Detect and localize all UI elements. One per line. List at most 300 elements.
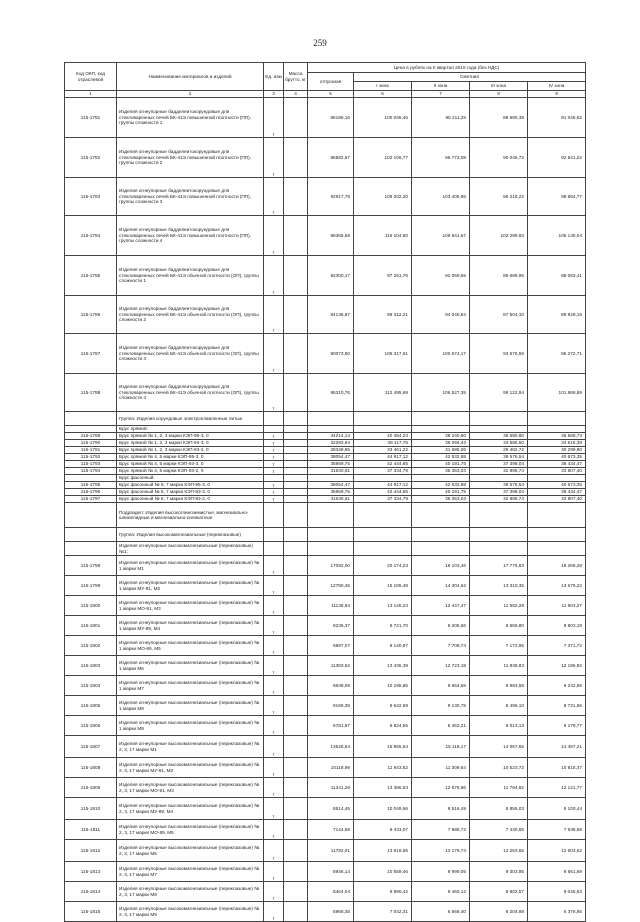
product-name: Брус фасонный:: [117, 475, 264, 482]
price-factory: 35959,75: [308, 461, 354, 468]
price-zone-1: [354, 528, 412, 542]
price-zone-4: 30 299,80: [528, 447, 586, 454]
price-zone-3: 39 576,54: [470, 454, 528, 461]
price-zone-1: 44 917,12: [354, 454, 412, 461]
price-zone-2: 103 405,96: [412, 178, 470, 216]
price-zone-1: 37 334,79: [354, 496, 412, 503]
product-name: Брус прямой № 4, 5 марки КЭП-93-2, 0: [117, 468, 264, 475]
unit-cell: т: [264, 676, 284, 696]
price-zone-4: 9 100,44: [528, 798, 586, 820]
price-zone-4: 92 541,22: [528, 138, 586, 178]
price-zone-2: 40 191,75: [412, 461, 470, 468]
page-number: 259: [313, 38, 327, 48]
table-row: [65, 656, 586, 676]
mass-cell: [284, 440, 308, 447]
price-zone-3: [470, 503, 528, 528]
price-zone-4: 36 568,73: [528, 433, 586, 440]
unit-cell: т: [264, 576, 284, 596]
price-zone-4: 105 135,04: [528, 216, 586, 256]
product-name: Брус прямой № 1, 2, 3 марки КЭП-93-2, 0: [117, 447, 264, 454]
product-code: 115-1795: [65, 482, 117, 489]
price-zone-3: 29 482,72: [470, 447, 528, 454]
unit-cell: т: [264, 454, 284, 461]
price-factory: 90073,90: [308, 334, 354, 374]
table-row: [65, 374, 586, 412]
product-name: Изделия огнеупорные высокомагнезиальные (периклазовые) № 1 марки МУ-91, М2: [117, 576, 264, 596]
table-row: [65, 468, 586, 475]
unit-cell: [264, 503, 284, 528]
price-zone-1: 44 917,12: [354, 482, 412, 489]
price-zone-3: 32 895,74: [470, 496, 528, 503]
table-row: [65, 840, 586, 862]
price-zone-4: [528, 542, 586, 556]
unit-cell: [264, 412, 284, 426]
unit-cell: т: [264, 468, 284, 475]
price-zone-1: [354, 426, 412, 433]
price-zone-2: 106 527,35: [412, 374, 470, 412]
price-factory: 11136,84: [308, 596, 354, 616]
unit-cell: т: [264, 461, 284, 468]
price-zone-4: 88 083,41: [528, 256, 586, 296]
product-name: Изделия огнеупорные высокомагнезиальные (периклазовые) № 1 марки М1: [117, 556, 264, 576]
price-zone-1: 10 049,96: [354, 798, 412, 820]
unit-cell: т: [264, 98, 284, 138]
price-factory: [308, 475, 354, 482]
unit-cell: т: [264, 296, 284, 334]
price-factory: [308, 412, 354, 426]
price-zone-4: 18 268,28: [528, 556, 586, 576]
product-code: 115-1805: [65, 696, 117, 716]
price-zone-2: 7 708,74: [412, 636, 470, 656]
price-zone-4: 8 803,19: [528, 616, 586, 636]
mass-cell: [284, 758, 308, 778]
mass-cell: [284, 820, 308, 840]
price-zone-3: 8 983,58: [470, 676, 528, 696]
price-factory: [308, 426, 354, 433]
price-factory: 35959,75: [308, 489, 354, 496]
mass-cell: [284, 178, 308, 216]
mass-cell: [284, 576, 308, 596]
price-zone-3: 6 013,13: [470, 716, 528, 736]
mass-cell: [284, 528, 308, 542]
col-num: 1: [65, 91, 117, 98]
price-zone-4: 9 232,55: [528, 676, 586, 696]
price-zone-1: 11 943,62: [354, 758, 412, 778]
mass-cell: [284, 334, 308, 374]
product-code: [65, 542, 117, 556]
product-code: 115-1799: [65, 576, 117, 596]
product-name: Изделия огнеупорные высокомагнезиальные (периклазовые) № 2, 3, 17 марки МУ-91, М2: [117, 758, 264, 778]
price-zone-3: 7 172,95: [470, 636, 528, 656]
price-zone-2: 12 675,96: [412, 778, 470, 798]
product-name: Изделия огнеупорные высокомагнезиальные (периклазовые) № 1 марки М6: [117, 656, 264, 676]
price-zone-4: 7 371,72: [528, 636, 586, 656]
product-code: 115-1782: [65, 138, 117, 178]
price-zone-1: 8 140,87: [354, 636, 412, 656]
product-code: 115-1792: [65, 454, 117, 461]
product-code: 115-1788: [65, 374, 117, 412]
product-name: Изделия огнеупорные высокомагнезиальные (периклазовые) № 2, 3, 17 марки М1: [117, 736, 264, 758]
product-code: 115-1810: [65, 798, 117, 820]
price-zone-3: 37 398,04: [470, 461, 528, 468]
price-zone-4: 12 121,77: [528, 778, 586, 798]
price-zone-3: 39 576,54: [470, 482, 528, 489]
product-code: 115-1790: [65, 440, 117, 447]
mass-cell: [284, 840, 308, 862]
price-zone-1: 112 495,69: [354, 374, 412, 412]
unit-cell: т: [264, 798, 284, 820]
table-row: [65, 178, 586, 216]
price-zone-4: 34 516,38: [528, 440, 586, 447]
price-zone-2: 40 191,75: [412, 489, 470, 496]
product-code: 115-1797: [65, 496, 117, 503]
unit-cell: т: [264, 840, 284, 862]
price-zone-3: [470, 412, 528, 426]
price-zone-3: 13 310,35: [470, 576, 528, 596]
price-zone-3: [470, 475, 528, 482]
price-zone-3: 89 590,38: [470, 98, 528, 138]
price-zone-2: 36 094,43: [412, 440, 470, 447]
price-zone-2: 6 668,40: [412, 902, 470, 922]
product-name: Изделия огнеупорные бадделеитокорундовые для стекловаренных печей БК-41Э обычной плотности (ОП), группы сложности 4: [117, 374, 264, 412]
product-name: Изделия огнеупорные бадделеитокорундовые для стекловаренных печей БК-41Э обычной плотности (ОП), группы сложности 1: [117, 256, 264, 296]
unit-cell: [264, 542, 284, 556]
product-name: Изделия огнеупорные высокомагнезиальные (периклазовые) № 2, 3, 17 марки МО-91, М3: [117, 778, 264, 798]
price-zone-3: [470, 528, 528, 542]
price-zone-3: 6 204,98: [470, 902, 528, 922]
unit-cell: т: [264, 656, 284, 676]
price-zone-4: 33 807,40: [528, 468, 586, 475]
price-factory: 10118,99: [308, 758, 354, 778]
price-factory: 6897,07: [308, 636, 354, 656]
product-name: Брус фасонный № 6, 7 марки КЭП-95-3, 0: [117, 482, 264, 489]
mass-cell: [284, 676, 308, 696]
price-factory: 12790,45: [308, 576, 354, 596]
price-zone-1: 15 965,64: [354, 736, 412, 758]
price-zone-2: 15 118,17: [412, 736, 470, 758]
table-row: [65, 862, 586, 882]
price-zone-1: 99 312,21: [354, 296, 412, 334]
table-row: [65, 296, 586, 334]
unit-cell: т: [264, 447, 284, 454]
price-zone-1: 42 444,65: [354, 461, 412, 468]
price-zone-1: [354, 412, 412, 426]
product-code: 115-1804: [65, 676, 117, 696]
price-factory: 11341,28: [308, 778, 354, 798]
mass-cell: [284, 475, 308, 482]
price-zone-1: 10 195,85: [354, 676, 412, 696]
price-factory: 86582,67: [308, 138, 354, 178]
product-code: 115-1783: [65, 178, 117, 216]
table-row: [65, 426, 586, 433]
price-zone-3: 32 895,74: [470, 468, 528, 475]
product-name: Изделия огнеупорные бадделеитокорундовые для стекловаренных печей БК-41Э обычной плотности (ОП), группы сложности 2: [117, 296, 264, 334]
price-zone-3: 11 794,92: [470, 778, 528, 798]
product-name: Брус фасонный № 6, 7 марки КЭП-93-3, 0: [117, 489, 264, 496]
price-zone-3: 102 299,93: [470, 216, 528, 256]
price-zone-4: 10 815,37: [528, 758, 586, 778]
product-code: 115-1786: [65, 296, 117, 334]
price-factory: 28348,85: [308, 447, 354, 454]
product-name: Изделия огнеупорные высокомагнезиальные (периклазовые) № 1 марки М8: [117, 696, 264, 716]
unit-cell: т: [264, 496, 284, 503]
price-zone-3: 14 067,55: [470, 736, 528, 758]
product-code: 115-1812: [65, 840, 117, 862]
table-row: [65, 412, 586, 426]
product-name: Подраздел: Изделия высокоглиноземистые, магнезиально-шпинелидные и магнезиально-силикатные: [117, 503, 264, 528]
table-row: [65, 447, 586, 454]
price-factory: 98365,59: [308, 216, 354, 256]
mass-cell: [284, 468, 308, 475]
price-zone-2: 95 211,25: [412, 98, 470, 138]
product-code: 115-1798: [65, 556, 117, 576]
unit-cell: [264, 528, 284, 542]
table-row: [65, 461, 586, 468]
price-zone-1: 116 104,60: [354, 216, 412, 256]
price-zone-4: 14 457,21: [528, 736, 586, 758]
header-zone-4: IV зона: [528, 82, 586, 91]
table-body: [65, 98, 586, 922]
unit-cell: т: [264, 736, 284, 758]
table-row: [65, 542, 586, 556]
unit-cell: [264, 475, 284, 482]
table-row: [65, 556, 586, 576]
table-row: [65, 696, 586, 716]
mass-cell: [284, 736, 308, 758]
col-num: 4: [284, 91, 308, 98]
product-code: 115-1796: [65, 489, 117, 496]
price-zone-1: [354, 475, 412, 482]
price-zone-1: 38 117,75: [354, 440, 412, 447]
price-zone-3: 17 775,63: [470, 556, 528, 576]
table-row: [65, 496, 586, 503]
price-zone-3: 85 688,96: [470, 256, 528, 296]
table-row: [65, 882, 586, 902]
price-zone-4: 91 046,62: [528, 98, 586, 138]
price-zone-3: 93 676,59: [470, 334, 528, 374]
product-code: 115-1791: [65, 447, 117, 454]
product-name: Группа: Изделия корундовые электроплавленные литые: [117, 412, 264, 426]
table-row: [65, 758, 586, 778]
price-zone-4: 9 046,53: [528, 882, 586, 902]
table-row: [65, 576, 586, 596]
table-row: [65, 820, 586, 840]
product-code: 115-1787: [65, 334, 117, 374]
price-zone-2: 12 723,18: [412, 656, 470, 676]
col-num: 6: [354, 91, 412, 98]
price-zone-3: 33 585,60: [470, 440, 528, 447]
product-code: 115-1803: [65, 656, 117, 676]
price-zone-2: 94 040,63: [412, 296, 470, 334]
mass-cell: [284, 636, 308, 656]
mass-cell: [284, 256, 308, 296]
product-name: Изделия огнеупорные бадделеитокорундовые для стекловаренных печей БК-41Э повышенной плотности (ПП), группы сложности 4: [117, 216, 264, 256]
price-factory: 8514,46: [308, 798, 354, 820]
price-zone-2: 92 069,55: [412, 256, 470, 296]
table-row: [65, 596, 586, 616]
table-row: [65, 528, 586, 542]
price-factory: 11383,52: [308, 656, 354, 676]
price-zone-2: 100 674,17: [412, 334, 470, 374]
unit-cell: т: [264, 636, 284, 656]
product-name: Группа: Изделия высокомагнезиальные (периклазовые): [117, 528, 264, 542]
price-factory: 32293,94: [308, 440, 354, 447]
price-zone-4: 38 434,47: [528, 489, 586, 496]
price-zone-2: 109 941,67: [412, 216, 470, 256]
mass-cell: [284, 798, 308, 820]
price-zone-1: 42 444,65: [354, 489, 412, 496]
price-zone-4: 98 884,77: [528, 178, 586, 216]
price-factory: 13526,54: [308, 736, 354, 758]
unit-cell: т: [264, 882, 284, 902]
price-zone-3: 7 430,65: [470, 820, 528, 840]
price-zone-3: 90 045,72: [470, 138, 528, 178]
product-name: Изделия огнеупорные высокомагнезиальные (периклазовые) №1:: [117, 542, 264, 556]
unit-cell: т: [264, 482, 284, 489]
unit-cell: т: [264, 820, 284, 840]
unit-cell: т: [264, 256, 284, 296]
price-factory: 85186,16: [308, 98, 354, 138]
price-zone-2: 19 103,46: [412, 556, 470, 576]
price-zone-1: 13 386,53: [354, 778, 412, 798]
unit-cell: т: [264, 440, 284, 447]
price-zone-2: [412, 503, 470, 528]
price-zone-2: 6 462,21: [412, 716, 470, 736]
price-zone-2: 14 304,62: [412, 576, 470, 596]
price-zone-2: 7 985,72: [412, 820, 470, 840]
mass-cell: [284, 596, 308, 616]
price-zone-4: 12 603,52: [528, 840, 586, 862]
price-zone-3: 99 122,94: [470, 374, 528, 412]
price-zone-1: 109 202,20: [354, 178, 412, 216]
price-zone-4: 89 929,19: [528, 296, 586, 334]
price-factory: [308, 542, 354, 556]
product-code: 115-1806: [65, 716, 117, 736]
price-zone-1: 9 990,42: [354, 882, 412, 902]
mass-cell: [284, 716, 308, 736]
table-row: [65, 636, 586, 656]
mass-cell: [284, 778, 308, 798]
price-zone-4: [528, 412, 586, 426]
mass-cell: [284, 426, 308, 433]
price-zone-2: 9 460,12: [412, 882, 470, 902]
price-zone-4: [528, 503, 586, 528]
price-zone-1: 37 334,79: [354, 468, 412, 475]
price-zone-3: 87 504,10: [470, 296, 528, 334]
price-factory: 82300,17: [308, 256, 354, 296]
mass-cell: [284, 447, 308, 454]
table-row: [65, 778, 586, 798]
unit-cell: т: [264, 902, 284, 922]
price-zone-1: 106 317,61: [354, 334, 412, 374]
mass-cell: [284, 489, 308, 496]
table-row: [65, 503, 586, 528]
price-zone-3: 96 218,22: [470, 178, 528, 216]
product-code: 115-1793: [65, 461, 117, 468]
price-zone-4: [528, 528, 586, 542]
price-zone-2: 9 654,65: [412, 676, 470, 696]
price-zone-3: 37 398,04: [470, 489, 528, 496]
price-zone-2: [412, 426, 470, 433]
column-numbers-row: [65, 91, 586, 98]
price-zone-3: 10 523,72: [470, 758, 528, 778]
price-zone-1: [354, 542, 412, 556]
product-name: Брус прямой:: [117, 426, 264, 433]
price-factory: 31630,61: [308, 496, 354, 503]
header-price-group: Цена в рублях на II квартал 2016 года (без НДС): [308, 63, 586, 73]
mass-cell: [284, 616, 308, 636]
header-zone-2: II зона: [412, 82, 470, 91]
price-zone-4: 40 673,35: [528, 454, 586, 461]
price-zone-3: 8 855,03: [470, 798, 528, 820]
price-zone-3: 35 580,80: [470, 433, 528, 440]
unit-cell: т: [264, 334, 284, 374]
mass-cell: [284, 461, 308, 468]
price-factory: 38054,47: [308, 454, 354, 461]
product-name: Брус фасонный № 6, 7 марки КЭП-93-2, 0: [117, 496, 264, 503]
product-code: 115-1800: [65, 596, 117, 616]
price-zone-3: 11 582,28: [470, 596, 528, 616]
price-factory: 31630,61: [308, 468, 354, 475]
product-code: [65, 475, 117, 482]
price-zone-1: 9 721,70: [354, 616, 412, 636]
price-zone-2: 9 205,66: [412, 616, 470, 636]
product-name: Брус прямой № 1, 2, 3 марки КЭП-95-3, 0: [117, 433, 264, 440]
price-zone-4: 101 869,89: [528, 374, 586, 412]
price-zone-2: 38 240,60: [412, 433, 470, 440]
price-zone-3: 8 565,80: [470, 616, 528, 636]
table-row: [65, 482, 586, 489]
mass-cell: [284, 496, 308, 503]
product-code: 115-1814: [65, 882, 117, 902]
mass-cell: [284, 98, 308, 138]
unit-cell: т: [264, 696, 284, 716]
mass-cell: [284, 882, 308, 902]
mass-cell: [284, 433, 308, 440]
table-row: [65, 433, 586, 440]
table-row: [65, 98, 586, 138]
mass-cell: [284, 296, 308, 334]
table-row: [65, 616, 586, 636]
price-zone-1: 40 384,23: [354, 433, 412, 440]
price-zone-1: [354, 503, 412, 528]
table-row: [65, 798, 586, 820]
price-zone-3: [470, 542, 528, 556]
price-zone-1: 13 918,55: [354, 840, 412, 862]
product-code: [65, 426, 117, 433]
price-factory: 84136,87: [308, 296, 354, 334]
price-factory: 5966,35: [308, 902, 354, 922]
header-unit: Ед. изм: [264, 63, 284, 91]
price-zone-1: 102 106,77: [354, 138, 412, 178]
price-zone-4: 33 807,40: [528, 496, 586, 503]
table-row: [65, 334, 586, 374]
mass-cell: [284, 556, 308, 576]
mass-cell: [284, 503, 308, 528]
product-name: Брус прямой № 1, 2, 3 марки КЭП-93-3, 0: [117, 440, 264, 447]
price-zone-1: 7 042,31: [354, 902, 412, 922]
price-zone-3: 9 303,95: [470, 862, 528, 882]
price-zone-2: 9 130,75: [412, 696, 470, 716]
price-factory: 11792,01: [308, 840, 354, 862]
product-code: 115-1789: [65, 433, 117, 440]
unit-cell: т: [264, 758, 284, 778]
product-name: Изделия огнеупорные высокомагнезиальные (периклазовые) № 2, 3, 17 марки М7: [117, 862, 264, 882]
product-code: [65, 412, 117, 426]
col-num: 8: [470, 91, 528, 98]
unit-cell: т: [264, 216, 284, 256]
price-zone-2: [412, 528, 470, 542]
